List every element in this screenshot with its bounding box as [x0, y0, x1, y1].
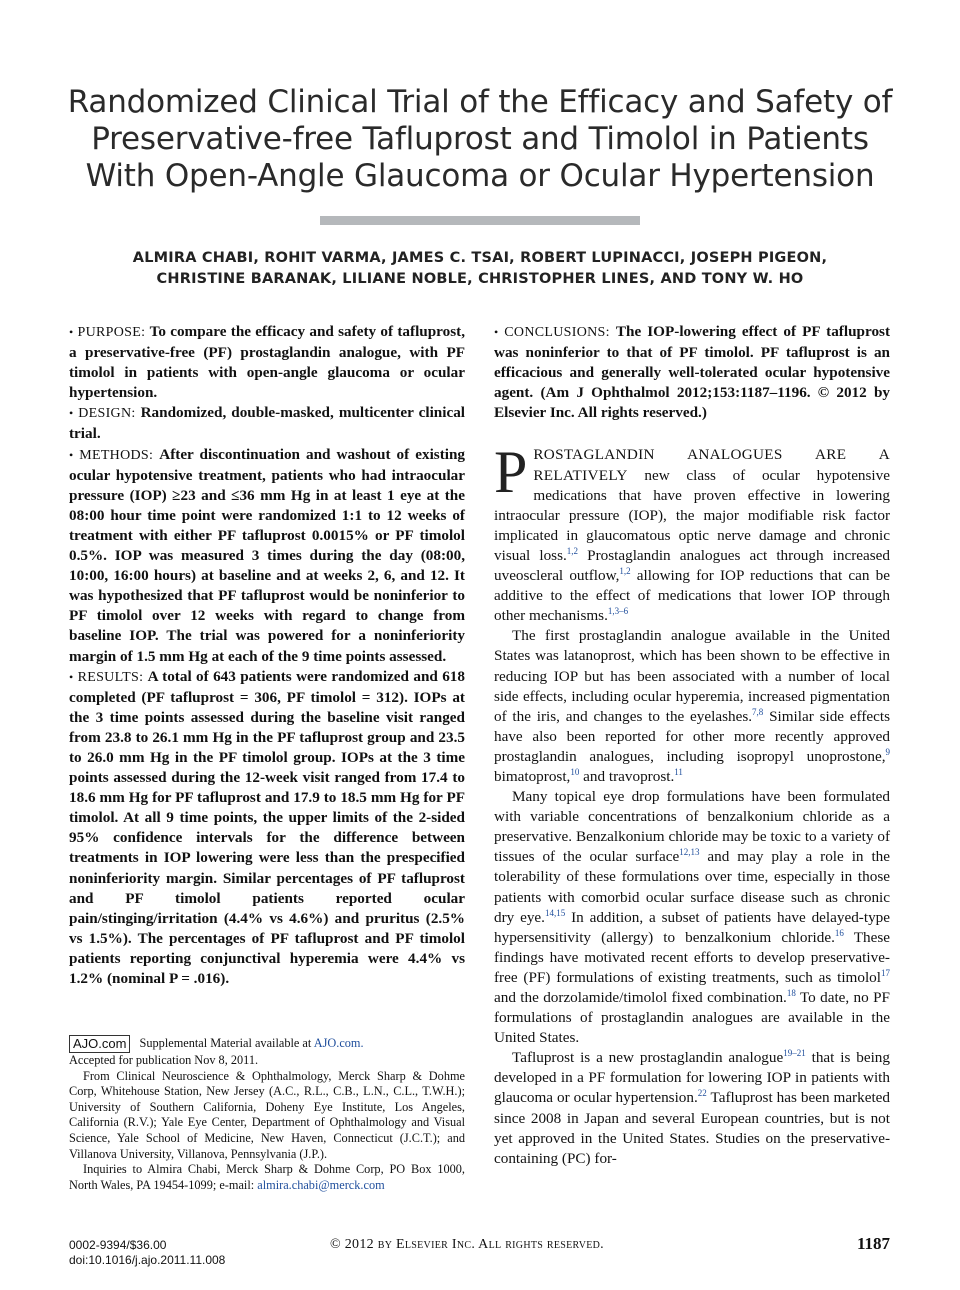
results-label: RESULTS: — [77, 669, 144, 685]
abstract-design — [69, 403, 465, 444]
author-line-1: ALMIRA CHABI, ROHIT VARMA, JAMES C. TSAI, ROBERT LUPINACCI, JOSEPH PIGEON, — [132, 250, 828, 266]
abstract-purpose — [69, 322, 465, 403]
lead-in: ROSTAGLANDIN ANALOGUES ARE A RELATIVELY — [533, 446, 890, 484]
design-text: Randomized, double-masked, multicenter clinical trial. — [69, 404, 466, 443]
affiliations-note: From Clinical Neuroscience & Ophthalmology, Merck Sharp & Dohme Corp, Whitehouse Station, New Jersey (A.C., R.L., C.B., L.N., C.L., T.W.H.); University of Southern California, Doheny Eye Institute, Los Angeles, California (R.V.); Yale Eye Center, Department of Ophthalmology and Visual Science, Yale School of Medicine, New Haven, Connecticut (J.C.T.); and Villanova University, Villanova, Pennsylvania (J.P.). — [69, 1068, 465, 1161]
results-text: A total of 643 patients were randomized and 618 completed (PF tafluprost = 306, PF timolol = 312). IOPs at the 3 time points assessed during the baseline visit ranged from 23.8 to 26.1 mm Hg in the PF tafluprost group and 23.5 to 26.0 mm Hg in the PF timolol group. IOPs at the 3 time points assessed during the 12-week visit ranged from 17.4 to 18.6 mm Hg for PF tafluprost and 17.9 to 18.5 mm Hg for PF timolol. At all 9 time points, the upper limits of the 2-sided 95% confidence intervals for the difference between treatments in IOP lowering were less than the prespecified noninferiority margin. Similar percentages of PF tafluprost and PF timolol patients reported ocular pain/stinging/irritation (4.4% vs 4.6%) and pruritus (2.5% vs 1.5%). The percentages of PF tafluprost and PF timolol patients reporting conjunctival hyperemia were 4.4% vs 1.2% (nominal P = .016). — [69, 667, 465, 987]
body-text-span: Tafluprost is a new prostaglandin analogue — [512, 1049, 784, 1067]
design-label: DESIGN: — [78, 406, 136, 422]
body-text-span: In addition, a subset of patients have delayed-type hypersensitivity (allergy) to benzalkonium chloride. — [494, 908, 891, 946]
ajo-logo-icon: AJO.com — [69, 1035, 130, 1053]
reference-link[interactable]: 19–21 — [783, 1048, 806, 1059]
issn: 0002-9394/$36.00 — [69, 1238, 167, 1252]
article-notes — [69, 1035, 465, 1193]
copyright-text: © 2012 by Elsevier Inc. All rights reserved. — [330, 1237, 604, 1252]
reference-link[interactable]: 22 — [697, 1088, 707, 1099]
reference-link[interactable]: 9 — [885, 746, 890, 757]
body-paragraph-1 — [494, 439, 890, 626]
body-text-span: The first prostaglandin analogue available in the United States was latanoprost, which has been shown to be effective in reducing IOP but has been associated with a number of local side effects, including ocular hyperemia, increased pigmentation of the iris, and changes to the eyelashes. — [494, 627, 890, 725]
reference-link[interactable]: 7,8 — [752, 706, 764, 717]
purpose-label: PURPOSE: — [77, 325, 146, 340]
reference-link[interactable]: 11 — [674, 766, 683, 777]
bullet-icon: • — [494, 325, 499, 339]
body-paragraph-4 — [494, 1048, 890, 1169]
email-link[interactable]: almira.chabi@merck.com — [257, 1177, 385, 1192]
doi: doi:10.1016/j.ajo.2011.11.008 — [69, 1253, 226, 1267]
body-text-span: To date, no PF formulations of prostaglandin analogues are available in the United States. — [494, 989, 890, 1047]
supplemental-note — [69, 1035, 465, 1053]
abstract-citation: (Am J Ophthalmol 2012;153:1187–1196. © 2012 by Elsevier Inc. All rights reserved.) — [494, 384, 890, 422]
supplemental-link[interactable]: AJO.com. — [313, 1035, 364, 1050]
right-column — [494, 322, 890, 1169]
abstract-left-column — [69, 322, 465, 989]
inquiries-text: Inquiries to Almira Chabi, Merck Sharp & Dohme Corp, PO Box 1000, North Wales, PA 19454-1099; e-mail: — [69, 1162, 465, 1192]
body-text-span: and may play a role in the tolerability of these formulations over time, especially in those patients with comorbid ocular surface disease such as chronic dry eye. — [494, 848, 890, 926]
title-divider — [320, 216, 640, 225]
bullet-icon: • — [69, 669, 74, 684]
reference-link[interactable]: 14,15 — [544, 907, 566, 918]
body-text-span: and the dorzolamide/timolol fixed combination. — [494, 989, 787, 1006]
methods-text: After discontinuation and washout of existing ocular hypotensive treatment, patients who had intraocular pressure (IOP) ≥23 and ≤36 mm Hg in at least 1 eye at the 08:00 hour time point were randomized 1:1 to 12 weeks of treatment with either PF tafluprost 0.0015% or PF timolol 0.5%. IOP was measured 3 times during the day (08:00, 10:00, 16:00 hours) at baseline and at weeks 2, 6, and 12. It was hypothesized that PF tafluprost would be noninferior to PF timolol over 12 weeks with regard to change from baseline IOP. The trial was powered for a noninferiority margin of 1.5 mm Hg at each of the 9 time points assessed. — [69, 445, 466, 665]
body-text-span: Tafluprost has been marketed since 2008 in Japan and several European countries, but is not yet approved in the United States. Studies on the preservative-containing (PC) for- — [494, 1089, 891, 1167]
supplemental-text: Supplemental Material available at — [139, 1035, 312, 1050]
body-text-span: Similar side effects have also been reported for other more recently approved prostaglandin analogues, including isopropyl unoprostone, — [494, 707, 891, 765]
author-list — [60, 248, 900, 290]
reference-link[interactable]: 16 — [834, 927, 844, 938]
reference-link[interactable]: 17 — [881, 967, 890, 978]
body-text-span: Prostaglandin analogues act through increased uveoscleral outflow, — [494, 546, 890, 585]
reference-link[interactable]: 12,13 — [679, 847, 700, 858]
footer-copyright — [330, 1237, 604, 1253]
reference-link[interactable]: 10 — [570, 766, 580, 777]
inquiries-note — [69, 1162, 465, 1193]
author-line-2: CHRISTINE BARANAK, LILIANE NOBLE, CHRISTOPHER LINES, AND TONY W. HO — [156, 271, 804, 287]
abstract-conclusions — [494, 322, 890, 423]
purpose-text: To compare the efficacy and safety of tafluprost, a preservative-free (PF) prostaglandin analogue, with PF timolol in patients with open-angle glaucoma or ocular hypertension. — [69, 323, 466, 402]
abstract-methods — [69, 445, 465, 667]
bullet-icon: • — [69, 447, 74, 462]
page-number: 1187 — [856, 1234, 890, 1253]
body-paragraph-2 — [494, 626, 890, 787]
conclusions-label: CONCLUSIONS: — [504, 325, 610, 340]
reference-link[interactable]: 1,2 — [566, 545, 579, 556]
drop-cap: P — [494, 439, 528, 506]
body-text-span: bimatoprost, — [494, 767, 571, 785]
bullet-icon: • — [69, 406, 74, 421]
accepted-note: Accepted for publication Nov 8, 2011. — [69, 1053, 259, 1067]
body-text-span: Many topical eye drop formulations have been formulated with variable concentrations of benzalkonium chloride as a preservative. Benzalkonium chloride may be toxic to a variety of tissues of the ocular surface — [494, 788, 890, 866]
reference-link[interactable]: 18 — [786, 987, 796, 998]
bullet-icon: • — [69, 325, 74, 339]
conclusions-text: The IOP-lowering effect of PF tafluprost was noninferior to that of PF timolol. PF tafluprost is an efficacious and generally well-tolerated ocular hypotensive agent. — [494, 323, 891, 402]
body-paragraph-3 — [494, 787, 890, 1048]
methods-label: METHODS: — [79, 447, 154, 463]
article-body — [494, 439, 891, 1168]
footer-identifiers — [69, 1238, 225, 1268]
body-text-span: These findings have motivated recent efforts to develop preservative-free (PF) formulations of existing treatments, such as timolol — [494, 928, 890, 986]
reference-link[interactable]: 1,2 — [619, 565, 631, 576]
abstract-results — [69, 667, 465, 990]
body-text-span: allowing for IOP reductions that can be additive to the effect of medications that lower IOP through other mechanisms. — [494, 567, 890, 625]
body-text-span: that is being developed in a PF formulation for lowering IOP in patients with glaucoma or ocular hypertension. — [494, 1049, 890, 1107]
reference-link[interactable]: 1,3–6 — [607, 606, 629, 617]
body-text-span: new class of ocular hypotensive medications that have proven effective in lowering intraocular pressure (IOP), the major modifiable risk factor implicated in glaucomatous optic nerve damage and chronic visual loss. — [494, 466, 890, 564]
article-title: Randomized Clinical Trial of the Efficacy and Safety of Preservative-free Tafluprost and Timolol in Patients With Open-Angle Glaucoma or Ocular Hypertension — [67, 84, 893, 194]
body-text-span: and travoprost. — [579, 767, 675, 785]
